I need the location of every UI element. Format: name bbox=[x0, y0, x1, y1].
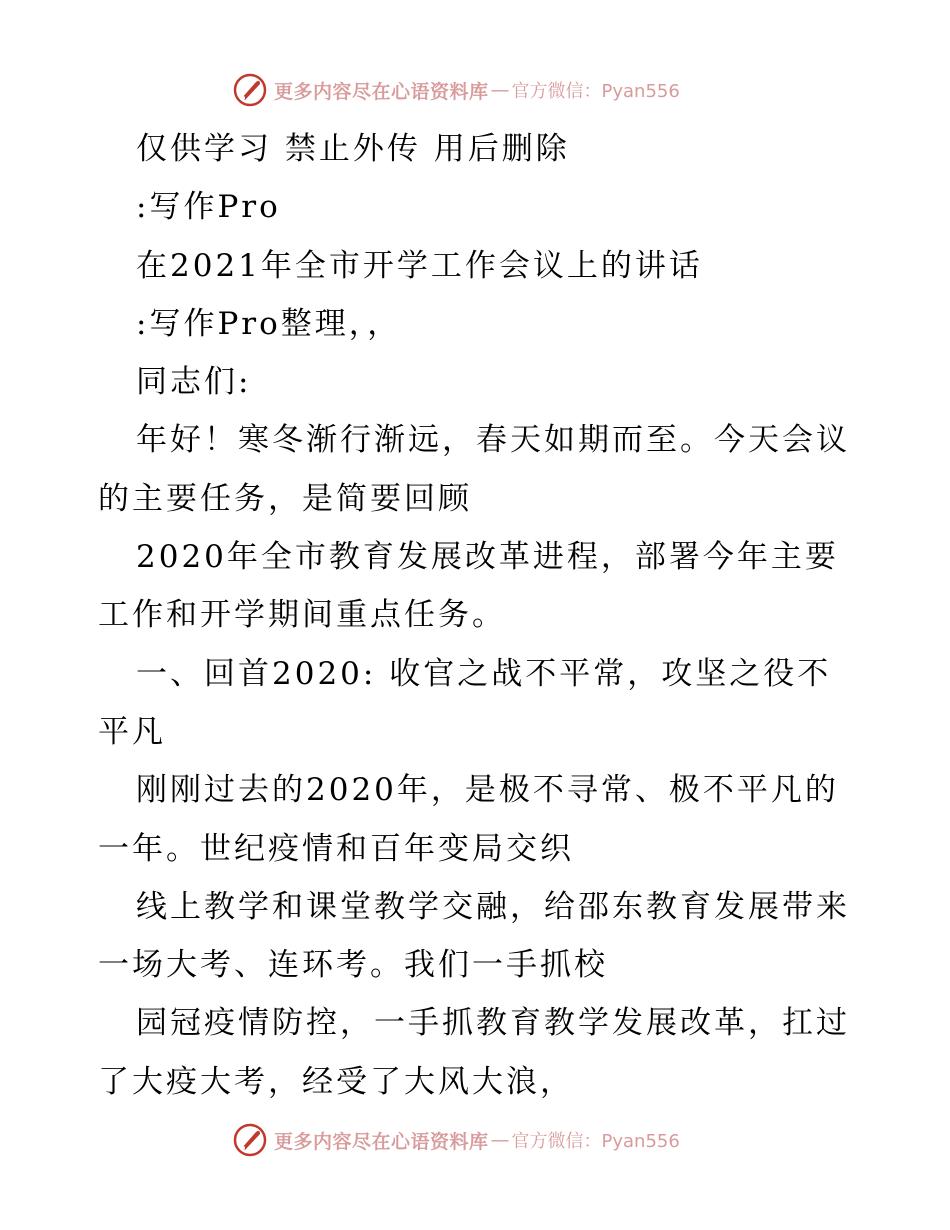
document-title: 在2021年全市开学工作会议上的讲话 bbox=[136, 247, 703, 284]
text-line: 园冠疫情防控，一手抓教育教学发展改革，扛过 bbox=[136, 1005, 850, 1042]
quill-logo-icon bbox=[232, 72, 268, 108]
banner-main-text: 更多内容尽在心语资料库 bbox=[274, 80, 489, 103]
section-heading: 一、回首2020: 收官之战不平常，攻坚之役不 bbox=[136, 655, 832, 692]
section-heading-continued: 平凡 bbox=[98, 713, 166, 750]
text-line: 年好！寒冬渐行渐远，春天如期而至。今天会议 bbox=[136, 422, 850, 459]
document-body bbox=[98, 120, 858, 1111]
text-line: 了大疫大考，经受了大风大浪， bbox=[98, 1063, 574, 1100]
text-line: 刚刚过去的2020年，是极不寻常、极不平凡的 bbox=[136, 772, 839, 809]
quill-logo-icon bbox=[232, 1122, 268, 1158]
text-line: 仅供学习 禁止外传 用后删除 bbox=[136, 131, 570, 167]
text-line: 一场大考、连环考。我们一手抓校 bbox=[98, 947, 608, 984]
text-line: 工作和开学期间重点任务。 bbox=[98, 597, 506, 634]
banner-separator: — bbox=[490, 1129, 510, 1151]
salutation: 同志们: bbox=[136, 364, 252, 401]
banner-wechat-text: 官方微信：Pyan556 bbox=[511, 81, 680, 102]
header-watermark-banner bbox=[232, 70, 752, 110]
text-line: :写作Pro整理，， bbox=[136, 305, 402, 342]
text-line: 一年。世纪疫情和百年变局交织 bbox=[98, 830, 574, 867]
banner-wechat-text: 官方微信：Pyan556 bbox=[511, 1131, 680, 1152]
footer-watermark-banner bbox=[232, 1120, 752, 1160]
banner-main-text: 更多内容尽在心语资料库 bbox=[274, 1130, 489, 1153]
banner-separator: — bbox=[490, 79, 510, 101]
text-line: 2020年全市教育发展改革进程，部署今年主要 bbox=[136, 539, 839, 576]
text-line: :写作Pro bbox=[136, 189, 281, 226]
text-line: 的主要任务，是简要回顾 bbox=[98, 480, 472, 517]
text-line: 线上教学和课堂教学交融，给邵东教育发展带来 bbox=[136, 888, 850, 925]
